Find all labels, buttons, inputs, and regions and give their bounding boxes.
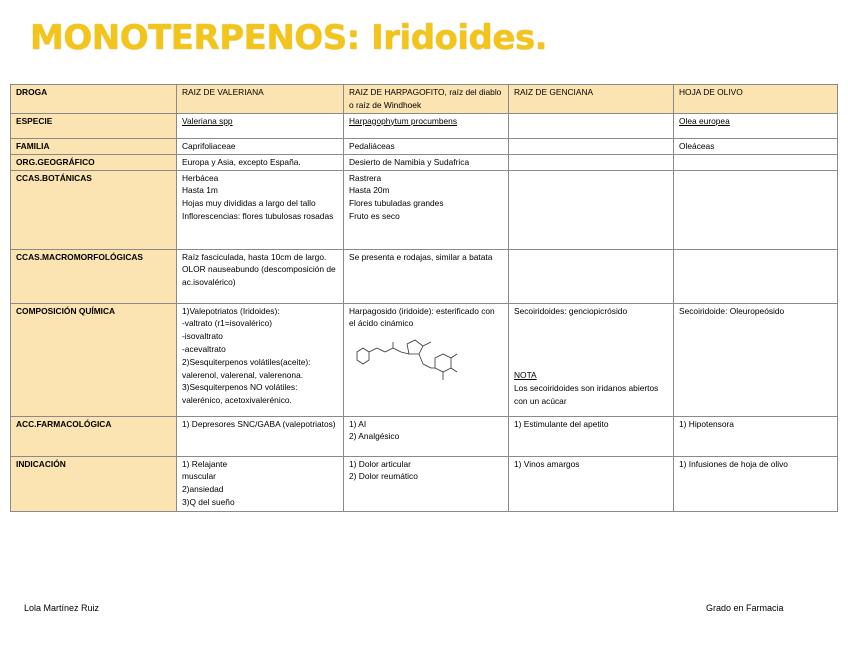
table-cell bbox=[509, 303, 674, 416]
species-name: Valeriana spp bbox=[182, 115, 233, 126]
cell-line: Secoiridoides: genciopicrósido bbox=[514, 305, 628, 316]
table-cell bbox=[674, 154, 838, 170]
table-cell bbox=[177, 456, 344, 511]
table-cell bbox=[344, 249, 509, 303]
row-label: ESPECIE bbox=[11, 113, 177, 138]
page-title bbox=[30, 18, 547, 58]
cell-line: OLOR nauseabundo (descomposición de ac.isovalérico) bbox=[182, 264, 336, 288]
table-cell bbox=[674, 170, 838, 249]
row-label: CCAS.MACROMORFOLÓGICAS bbox=[11, 249, 177, 303]
table-row bbox=[11, 113, 838, 138]
header-cell: RAIZ DE GENCIANA bbox=[509, 85, 674, 114]
table-header-row bbox=[11, 85, 838, 114]
cell-line: -acevaltrato bbox=[182, 343, 226, 354]
table-cell: Pedaliáceas bbox=[344, 138, 509, 154]
header-cell: RAIZ DE HARPAGOFITO, raíz del diablo o raíz de Windhoek bbox=[344, 85, 509, 114]
cell-line: Se presenta e rodajas, similar a batata bbox=[349, 251, 493, 262]
table-cell: Europa y Asia, excepto España. bbox=[177, 154, 344, 170]
iridoides-table bbox=[10, 84, 838, 512]
cell-line: 2) Dolor reumático bbox=[349, 471, 418, 482]
header-cell: RAIZ DE VALERIANA bbox=[177, 85, 344, 114]
table-cell bbox=[509, 249, 674, 303]
cell-line: Raíz fasciculada, hasta 10cm de largo. bbox=[182, 251, 327, 262]
cell-line: Fruto es seco bbox=[349, 210, 400, 221]
table-row bbox=[11, 154, 838, 170]
table-cell: 1) Infusiones de hoja de olivo bbox=[674, 456, 838, 511]
cell-line: muscular bbox=[182, 471, 216, 482]
table-cell bbox=[674, 249, 838, 303]
header-cell: HOJA DE OLIVO bbox=[674, 85, 838, 114]
table-row bbox=[11, 416, 838, 456]
cell-line: 3)Q del sueño bbox=[182, 496, 235, 507]
table-row bbox=[11, 170, 838, 249]
cell-line: 3)Sesquiterpenos NO volátiles: valerénico, acetoxivalerénico. bbox=[182, 382, 298, 406]
species-name: Harpagophytum procumbens bbox=[349, 115, 458, 126]
table-cell: 1) Vinos amargos bbox=[509, 456, 674, 511]
table-cell bbox=[509, 138, 674, 154]
cell-line: Hasta 1m bbox=[182, 185, 218, 196]
table-cell bbox=[344, 456, 509, 511]
cell-line: 1) AI bbox=[349, 418, 367, 429]
footer-degree: Grado en Farmacia bbox=[706, 603, 784, 613]
row-label: ACC.FARMACOLÓGICA bbox=[11, 416, 177, 456]
cell-line: Herbácea bbox=[182, 172, 219, 183]
table-cell bbox=[509, 170, 674, 249]
cell-line: Hojas muy divididas a largo del tallo bbox=[182, 198, 316, 209]
table-row bbox=[11, 303, 838, 416]
row-label: FAMILIA bbox=[11, 138, 177, 154]
cell-line: 2) Analgésico bbox=[349, 431, 400, 442]
table-cell bbox=[509, 113, 674, 138]
title-part-1: MONOTERPENOS: bbox=[30, 18, 360, 58]
cell-line: 1)Valepotriatos (Iridoides): bbox=[182, 305, 280, 316]
table-cell bbox=[344, 113, 509, 138]
table-cell bbox=[177, 170, 344, 249]
nota-label: NOTA bbox=[514, 370, 537, 381]
table-cell: Oleáceas bbox=[674, 138, 838, 154]
cell-line: Hasta 20m bbox=[349, 185, 390, 196]
table-row bbox=[11, 249, 838, 303]
harpagoside-structure-icon bbox=[349, 334, 477, 386]
cell-line: 1) Relajante bbox=[182, 458, 228, 469]
table-row bbox=[11, 138, 838, 154]
cell-line: Los secoiridoides son iridanos abiertos con un acúcar bbox=[514, 383, 659, 406]
row-label: ORG.GEOGRÁFICO bbox=[11, 154, 177, 170]
cell-line: 1) Dolor articular bbox=[349, 458, 411, 469]
table-cell: 1) Estimulante del apetito bbox=[509, 416, 674, 456]
species-name: Olea europea bbox=[679, 115, 730, 126]
cell-line: -isovaltrato bbox=[182, 331, 223, 342]
row-label: INDICACIÓN bbox=[11, 456, 177, 511]
cell-line: 2)Sesquiterpenos volátiles(aceite): valerenol, valerenal, valerenona. bbox=[182, 356, 311, 380]
table-cell bbox=[177, 303, 344, 416]
table-cell bbox=[344, 416, 509, 456]
row-label: CCAS.BOTÁNICAS bbox=[11, 170, 177, 249]
table-cell bbox=[177, 249, 344, 303]
table-cell: 1) Depresores SNC/GABA (valepotriatos) bbox=[177, 416, 344, 456]
cell-line: Flores tubuladas grandes bbox=[349, 198, 444, 209]
table-cell: Secoiridoide: Oleuropeósido bbox=[674, 303, 838, 416]
table-cell bbox=[674, 113, 838, 138]
cell-line: Harpagosido (iridoide): esterificado con el ácido cinámico bbox=[349, 305, 495, 329]
table-cell bbox=[344, 170, 509, 249]
cell-line: Inflorescencias: flores tubulosas rosadas bbox=[182, 210, 334, 221]
cell-line: Rastrera bbox=[349, 172, 382, 183]
footer-author: Lola Martínez Ruiz bbox=[24, 603, 100, 613]
title-part-2: Iridoides. bbox=[371, 18, 548, 58]
header-cell: DROGA bbox=[11, 85, 177, 114]
table-cell: Desierto de Namibia y Sudafrica bbox=[344, 154, 509, 170]
table-cell bbox=[344, 303, 509, 416]
cell-line: 2)ansiedad bbox=[182, 484, 224, 495]
row-label: COMPOSICIÓN QUÍMICA bbox=[11, 303, 177, 416]
cell-line: -valtrato (r1=isovalérico) bbox=[182, 318, 273, 329]
table-row bbox=[11, 456, 838, 511]
table-cell: 1) Hipotensora bbox=[674, 416, 838, 456]
table-cell: Caprifoliaceae bbox=[177, 138, 344, 154]
table-cell bbox=[177, 113, 344, 138]
table-cell bbox=[509, 154, 674, 170]
